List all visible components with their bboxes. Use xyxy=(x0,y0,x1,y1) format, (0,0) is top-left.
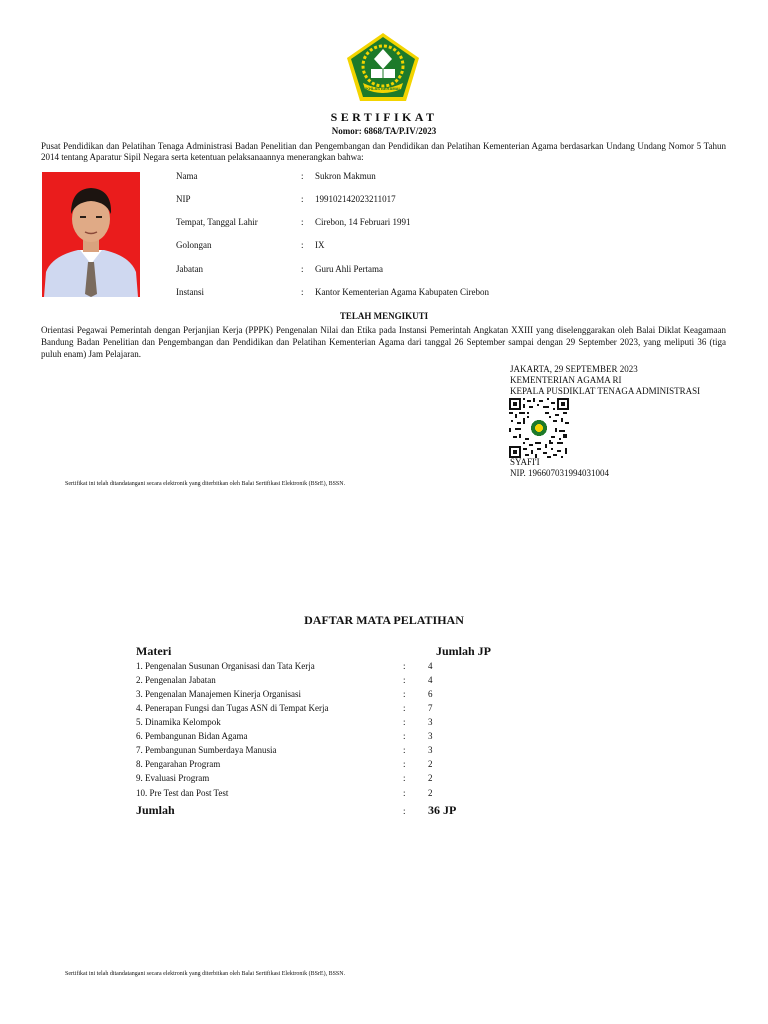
course-name: 8. Pengarahan Program xyxy=(136,759,221,769)
intro-paragraph: Pusat Pendidikan dan Pelatihan Tenaga Administrasi Badan Penelitian dan Pengembangan dan Pendidikan dan Pelatihan Kementerian Agama berdasarkan Undang Undang Nomor 5 Tahun 2014 tentang Aparatur Sipil Negara serta ketentuan pelaksanaannya menerangkan bahwa: xyxy=(41,141,726,162)
ministry-logo xyxy=(344,31,422,103)
course-jp: 3 xyxy=(428,717,433,727)
course-colon: : xyxy=(403,703,406,713)
course-name: 6. Pembangunan Bidan Agama xyxy=(136,731,248,741)
course-colon: : xyxy=(403,689,406,699)
section-heading: TELAH MENGIKUTI xyxy=(339,311,429,321)
qr-code-icon xyxy=(509,398,569,458)
course-colon: : xyxy=(403,675,406,685)
course-name: 2. Pengenalan Jabatan xyxy=(136,675,216,685)
course-jp: 2 xyxy=(428,759,433,769)
certificate-number: Nomor: 6868/TA/P.IV/2023 xyxy=(331,126,437,136)
course-jp: 4 xyxy=(428,675,433,685)
field-label-jabatan: Jabatan xyxy=(176,264,203,274)
field-label-golongan: Golongan xyxy=(176,240,212,250)
course-colon: : xyxy=(403,731,406,741)
signature-org: KEMENTERIAN AGAMA RI xyxy=(510,375,622,385)
course-colon: : xyxy=(403,661,406,671)
electronic-signature-note: Sertifikat ini telah ditandatangani secara elektronik yang diterbitkan oleh Balai Sertifikasi Elektronik (BSrE), BSSN. xyxy=(65,481,346,487)
training-description: Orientasi Pegawai Pemerintah dengan Perjanjian Kerja (PPPK) Pengenalan Nilai dan Etika pada Instansi Pemerintah Angkatan XXIII yang diselenggarakan oleh Balai Diklat Keagamaan Bandung Badan Penelitian dan Pengembangan dan Pendidikan dan Pelatihan Kementerian Agama dari tanggal 26 September sampai dengan 29 September 2023, yang meliputi 36 (tiga puluh enam) Jam Pelajaran. xyxy=(41,325,726,359)
course-jp: 3 xyxy=(428,731,433,741)
field-value-nama: Sukron Makmun xyxy=(315,171,376,181)
participant-photo xyxy=(42,172,140,297)
course-list-title: DAFTAR MATA PELATIHAN xyxy=(304,613,464,627)
certificate-title: SERTIFIKAT xyxy=(330,110,438,124)
column-header-jp: Jumlah JP xyxy=(436,644,492,658)
course-jp: 6 xyxy=(428,689,433,699)
course-name: 10. Pre Test dan Post Test xyxy=(136,788,229,798)
field-colon: : xyxy=(301,240,304,250)
field-value-instansi: Kantor Kementerian Agama Kabupaten Cirebon xyxy=(315,287,489,297)
total-label: Jumlah xyxy=(136,803,175,817)
field-value-ttl: Cirebon, 14 Februari 1991 xyxy=(315,217,411,227)
field-value-golongan: IX xyxy=(315,240,325,250)
course-jp: 2 xyxy=(428,788,433,798)
electronic-signature-note-bottom: Sertifikat ini telah ditandatangani secara elektronik yang diterbitkan oleh Balai Sertifikasi Elektronik (BSrE), BSSN. xyxy=(65,971,346,977)
signature-place-date: JAKARTA, 29 SEPTEMBER 2023 xyxy=(510,364,638,374)
course-jp: 2 xyxy=(428,773,433,783)
signature-name: SYAFI'I xyxy=(510,457,540,467)
course-colon: : xyxy=(403,788,406,798)
course-name: 1. Pengenalan Susunan Organisasi dan Tata Kerja xyxy=(136,661,315,671)
course-name: 3. Pengenalan Manajemen Kinerja Organisasi xyxy=(136,689,302,699)
field-label-nama: Nama xyxy=(176,171,198,181)
course-colon: : xyxy=(403,773,406,783)
field-colon: : xyxy=(301,287,304,297)
field-value-nip: 199102142023211017 xyxy=(315,194,396,204)
field-colon: : xyxy=(301,194,304,204)
course-colon: : xyxy=(403,759,406,769)
field-colon: : xyxy=(301,264,304,274)
field-label-instansi: Instansi xyxy=(176,287,204,297)
field-value-jabatan: Guru Ahli Pertama xyxy=(315,264,383,274)
total-value: 36 JP xyxy=(428,803,457,817)
field-label-nip: NIP xyxy=(176,194,191,204)
total-colon: : xyxy=(403,806,406,816)
course-colon: : xyxy=(403,717,406,727)
field-colon: : xyxy=(301,171,304,181)
field-label-ttl: Tempat, Tanggal Lahir xyxy=(176,217,258,227)
field-colon: : xyxy=(301,217,304,227)
column-header-materi: Materi xyxy=(136,644,172,658)
logo-text: IKHLAS BERAMAL xyxy=(365,86,401,91)
course-name: 4. Penerapan Fungsi dan Tugas ASN di Tempat Kerja xyxy=(136,703,329,713)
course-name: 7. Pembangunan Sumberdaya Manusia xyxy=(136,745,277,755)
signature-position: KEPALA PUSDIKLAT TENAGA ADMINISTRASI xyxy=(510,386,701,396)
course-name: 5. Dinamika Kelompok xyxy=(136,717,221,727)
signature-nip: NIP. 196607031994031004 xyxy=(510,468,610,478)
course-colon: : xyxy=(403,745,406,755)
course-jp: 7 xyxy=(428,703,433,713)
course-jp: 3 xyxy=(428,745,433,755)
course-name: 9. Evaluasi Program xyxy=(136,773,210,783)
course-jp: 4 xyxy=(428,661,433,671)
